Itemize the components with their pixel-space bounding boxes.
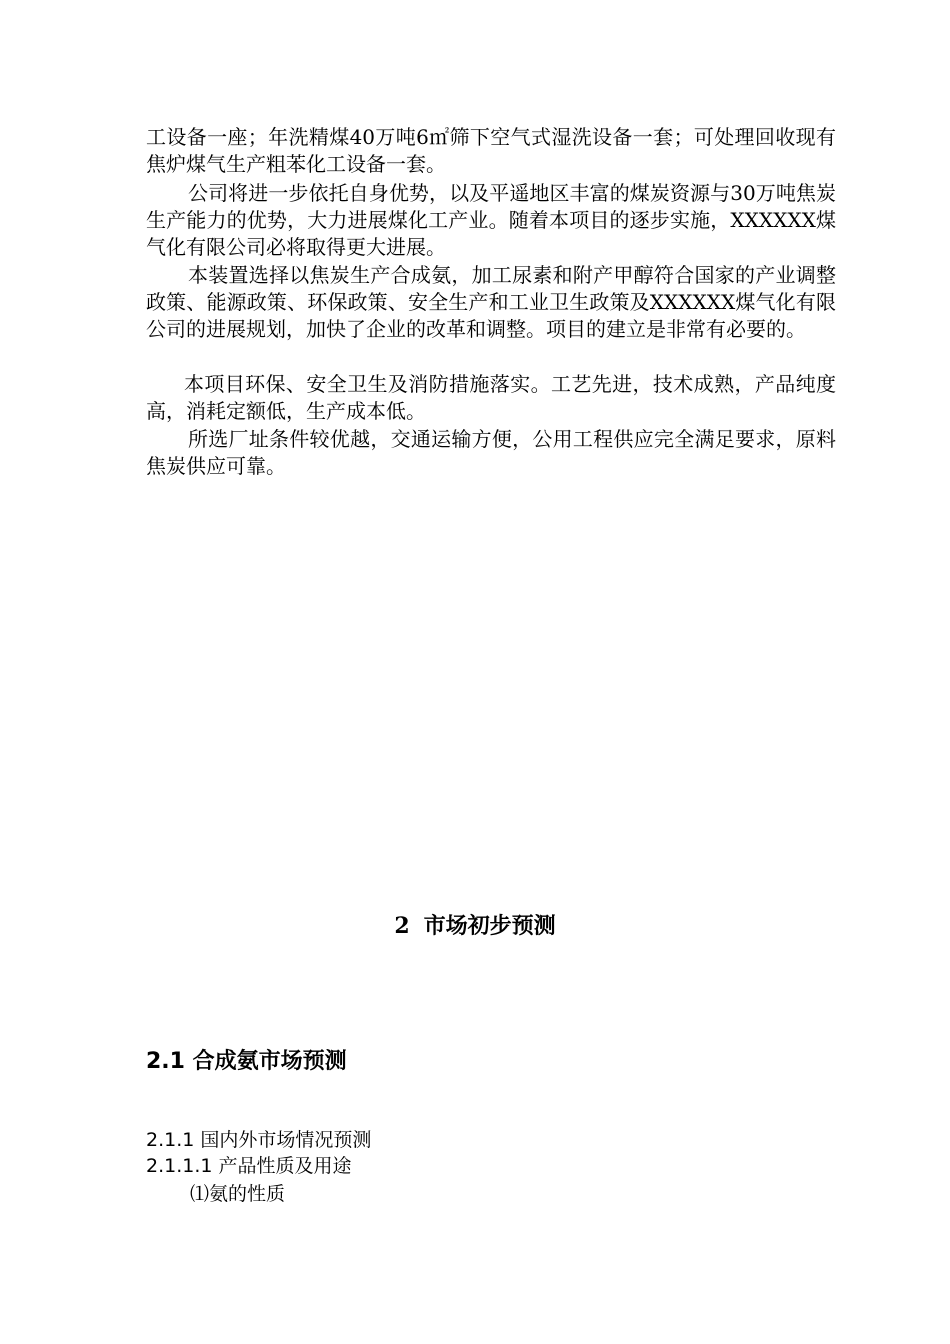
paragraph-equipment: 工设备一座；年洗精煤40万吨6㎡筛下空气式湿洗设备一套；可处理回收现有焦炉煤气生产粗苯化工设备一套。 [146,125,836,176]
chapter-number: 2 [394,913,410,939]
paragraph-site-conditions: 所选厂址条件较优越，交通运输方便，公用工程供应完全满足要求，原料焦炭供应可靠。 [146,427,836,478]
subsubsection-heading: 2.1.1.1 产品性质及用途 [146,1155,352,1177]
chapter-heading [0,910,950,942]
paragraph-safety-measures: 本项目环保、安全卫生及消防措施落实。工艺先进，技术成熟，产品纯度高，消耗定额低，生产成本低。 [146,372,836,423]
list-item-ammonia-properties: ⑴氨的性质 [190,1183,286,1205]
paragraph-policy-compliance: 本装置选择以焦炭生产合成氨，加工尿素和附产甲醇符合国家的产业调整政策、能源政策、环保政策、安全生产和工业卫生政策及XXXXXX煤气化有限公司的进展规划，加快了企业的改革和调整。项目的建立是非常有必要的。 [146,263,836,341]
paragraph-company-development: 公司将进一步依托自身优势，以及平遥地区丰富的煤炭资源与30万吨焦炭生产能力的优势，大力进展煤化工产业。随着本项目的逐步实施，XXXXXX煤气化有限公司必将取得更大进展。 [146,181,836,259]
section-heading: 2.1 合成氨市场预测 [146,1049,347,1074]
subsection-heading: 2.1.1 国内外市场情况预测 [146,1129,372,1151]
chapter-title: 市场初步预测 [423,913,556,939]
